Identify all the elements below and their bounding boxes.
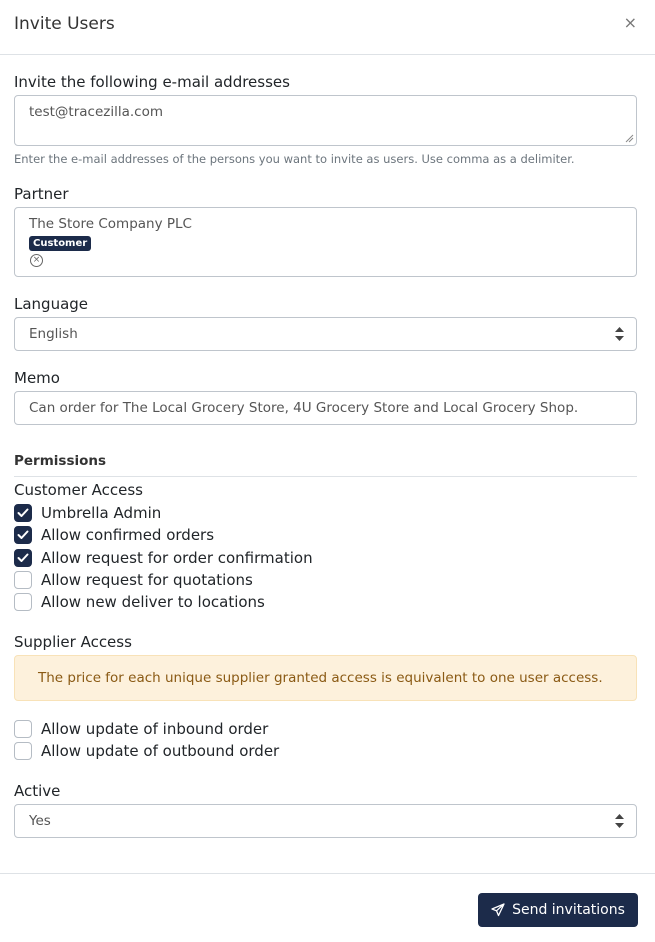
resize-grip-icon[interactable]: [625, 134, 634, 143]
paper-plane-icon: [491, 903, 505, 917]
checkbox-box[interactable]: [14, 526, 32, 544]
checkbox-box[interactable]: [14, 720, 32, 738]
customer-access-label: Customer Access: [14, 481, 143, 499]
select-arrows-icon: [615, 327, 624, 341]
checkbox-allow-update-outbound[interactable]: [14, 741, 279, 761]
partner-label: Partner: [14, 185, 69, 203]
emails-help-text: Enter the e-mail addresses of the persons you want to invite as users. Use comma as a delimiter.: [14, 152, 575, 166]
checkbox-allow-order-confirmation[interactable]: [14, 548, 313, 568]
emails-textarea[interactable]: [14, 95, 637, 146]
checkbox-allow-update-inbound[interactable]: [14, 719, 268, 739]
modal-title: Invite Users: [14, 14, 115, 34]
partner-value: The Store Company PLC: [29, 216, 192, 232]
alert-text: The price for each unique supplier granted access is equivalent to one user access.: [38, 670, 603, 686]
checkbox-box[interactable]: [14, 593, 32, 611]
modal-footer: [0, 873, 655, 942]
memo-input[interactable]: [14, 391, 637, 425]
emails-value: test@tracezilla.com: [29, 104, 164, 120]
active-value: Yes: [29, 813, 51, 829]
partner-select[interactable]: [14, 207, 637, 277]
customer-badge: Customer: [29, 236, 91, 251]
active-select[interactable]: [14, 804, 637, 838]
checkbox-box[interactable]: [14, 504, 32, 522]
modal-header: [0, 0, 655, 55]
close-icon[interactable]: ×: [623, 13, 637, 32]
memo-label: Memo: [14, 369, 60, 387]
permissions-title: Permissions: [14, 453, 637, 477]
checkbox-box[interactable]: [14, 571, 32, 589]
emails-label: Invite the following e-mail addresses: [14, 73, 290, 91]
select-arrows-icon: [615, 814, 624, 828]
checkbox-label: Allow update of inbound order: [41, 720, 269, 738]
checkbox-label: Allow confirmed orders: [41, 526, 215, 544]
checkbox-box[interactable]: [14, 742, 32, 760]
language-value: English: [29, 326, 78, 342]
checkbox-allow-quotations[interactable]: [14, 570, 253, 590]
memo-value: Can order for The Local Grocery Store, 4U Grocery Store and Local Grocery Shop.: [29, 400, 579, 416]
checkbox-allow-confirmed-orders[interactable]: [14, 525, 214, 545]
checkbox-allow-new-deliver-locations[interactable]: [14, 592, 265, 612]
checkbox-label: Allow new deliver to locations: [41, 593, 265, 611]
checkbox-label: Allow request for order confirmation: [41, 549, 313, 567]
active-label: Active: [14, 782, 61, 800]
checkbox-umbrella-admin[interactable]: [14, 503, 161, 523]
supplier-access-label: Supplier Access: [14, 633, 132, 651]
language-label: Language: [14, 295, 89, 313]
checkbox-label: Umbrella Admin: [41, 504, 162, 522]
checkbox-label: Allow update of outbound order: [41, 742, 280, 760]
checkbox-label: Allow request for quotations: [41, 571, 253, 589]
checkbox-box[interactable]: [14, 549, 32, 567]
clear-icon[interactable]: ×: [30, 254, 43, 267]
send-invitations-label: Send invitations: [512, 902, 625, 918]
language-select[interactable]: [14, 317, 637, 351]
send-invitations-button[interactable]: [478, 893, 638, 927]
supplier-price-alert: [14, 655, 637, 701]
